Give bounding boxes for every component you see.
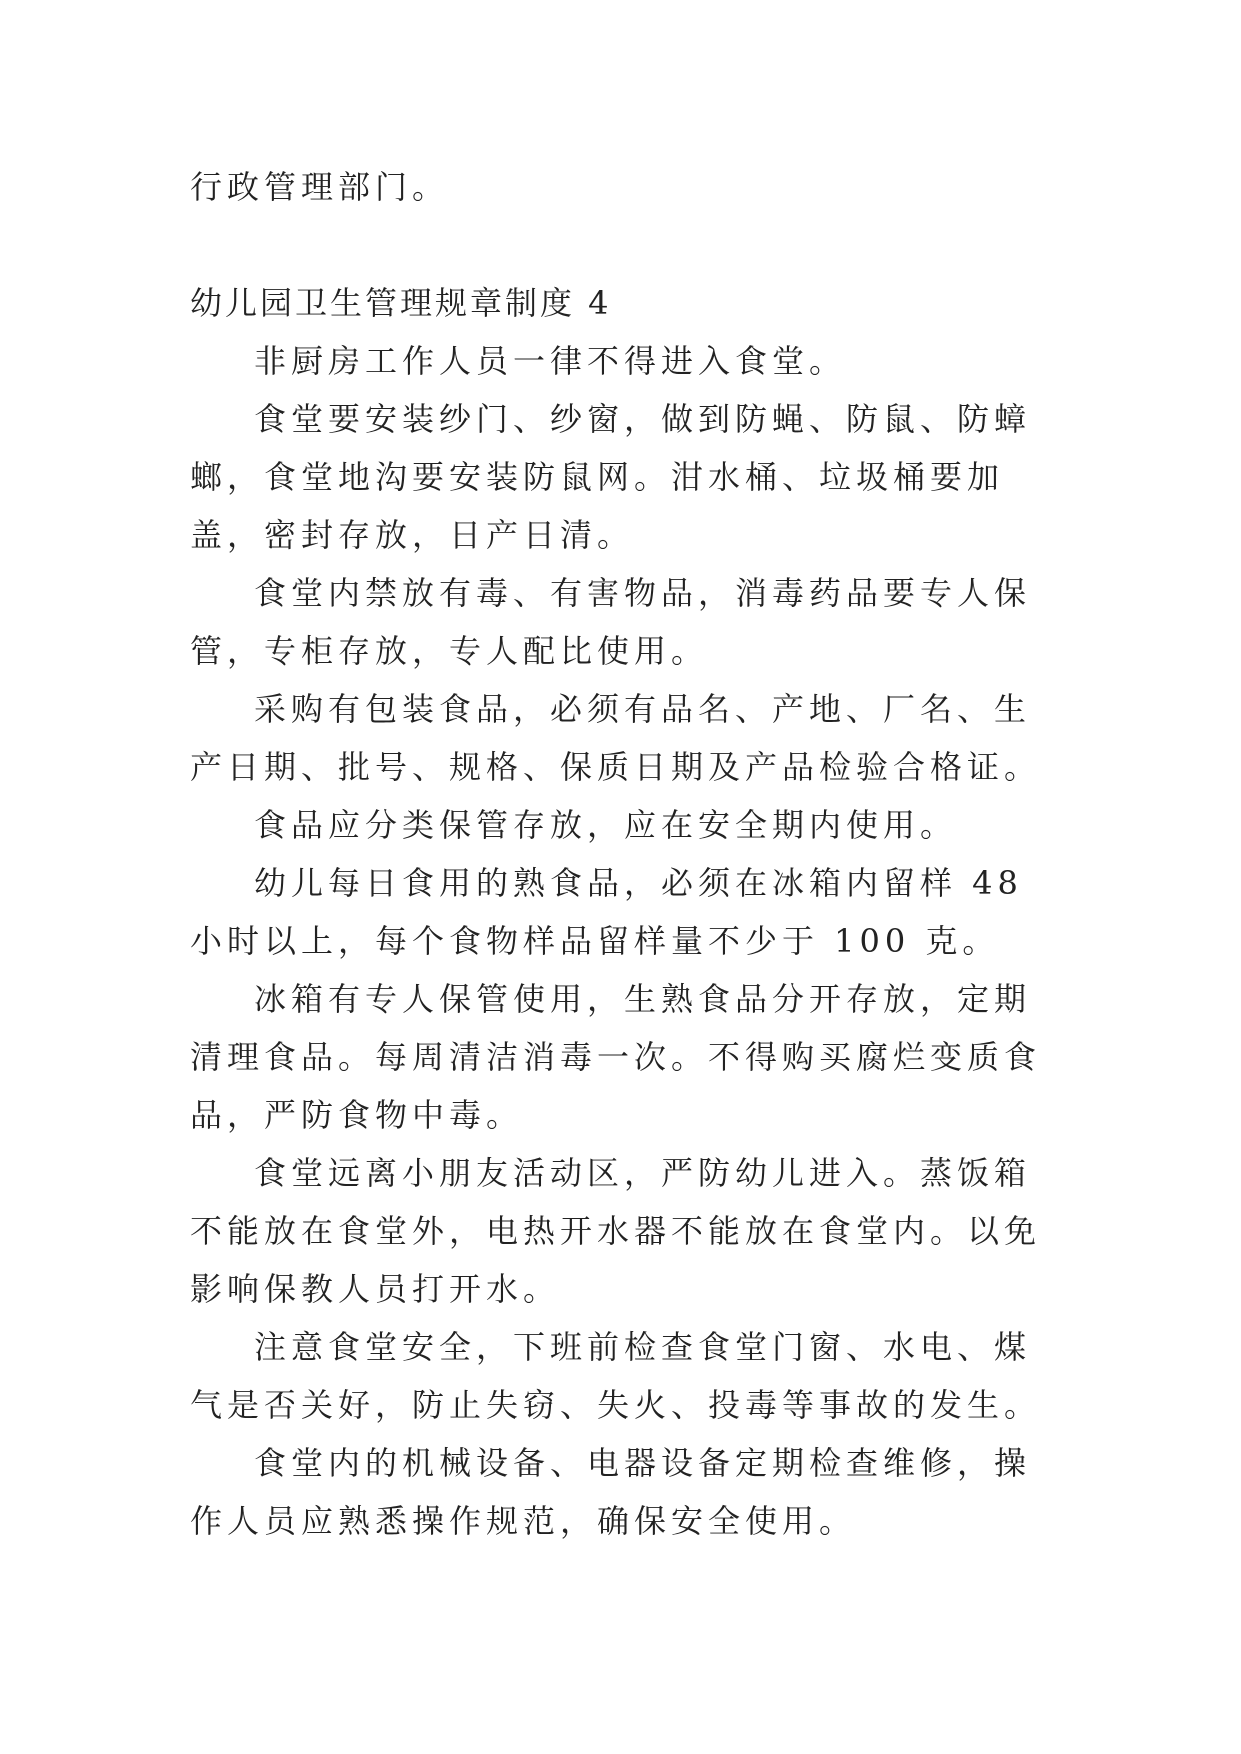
paragraph: 食品应分类保管存放，应在安全期内使用。 bbox=[254, 806, 958, 844]
section-heading: 幼儿园卫生管理规章制度 4 bbox=[190, 284, 612, 322]
document-body bbox=[190, 158, 1060, 1550]
paragraph: 食堂内禁放有毒、有害物品，消毒药品要专人保管，专柜存放，专人配比使用。 bbox=[190, 574, 1032, 670]
paragraph: 冰箱有专人保管使用，生熟食品分开存放，定期清理食品。每周清洁消毒一次。不得购买腐烂变质食品，严防食物中毒。 bbox=[190, 980, 1042, 1134]
continuation-text: 行政管理部门。 bbox=[190, 168, 450, 206]
paragraph: 食堂要安装纱门、纱窗，做到防蝇、防鼠、防蟑螂，食堂地沟要安装防鼠网。泔水桶、垃圾桶要加盖，密封存放，日产日清。 bbox=[190, 400, 1032, 554]
paragraph: 幼儿每日食用的熟食品，必须在冰箱内留样 48 小时以上，每个食物样品留样量不少于 100 克。 bbox=[190, 864, 1023, 960]
paragraph: 食堂内的机械设备、电器设备定期检查维修，操作人员应熟悉操作规范，确保安全使用。 bbox=[190, 1444, 1032, 1540]
paragraph: 非厨房工作人员一律不得进入食堂。 bbox=[254, 342, 847, 380]
paragraph: 采购有包装食品，必须有品名、产地、厂名、生产日期、批号、规格、保质日期及产品检验合格证。 bbox=[190, 690, 1042, 786]
paragraph: 注意食堂安全，下班前检查食堂门窗、水电、煤气是否关好，防止失窃、失火、投毒等事故的发生。 bbox=[190, 1328, 1042, 1424]
paragraph: 食堂远离小朋友活动区，严防幼儿进入。蒸饭箱不能放在食堂外，电热开水器不能放在食堂内。以免影响保教人员打开水。 bbox=[190, 1154, 1042, 1308]
